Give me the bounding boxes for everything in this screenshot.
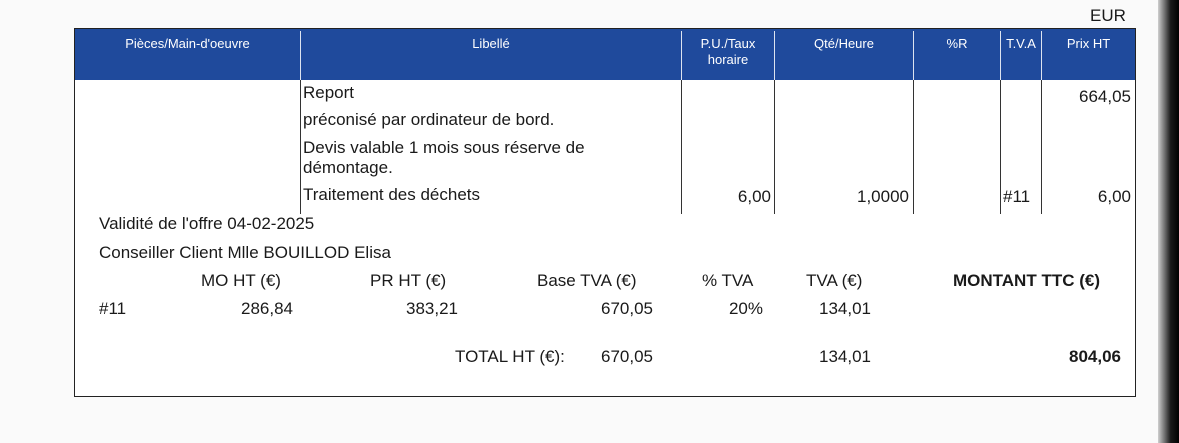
summary-header-pr: PR HT (€) xyxy=(370,271,447,290)
summary-base: 670,05 xyxy=(601,299,653,318)
page-edge xyxy=(1158,0,1179,443)
total-tva-value: 134,01 xyxy=(819,347,871,366)
total-ht-label: TOTAL HT (€): xyxy=(455,347,565,366)
table-header xyxy=(75,29,1135,80)
advisor: Conseiller Client Mlle BOUILLOD Elisa xyxy=(99,243,391,262)
col-header-qte: Qté/Heure xyxy=(814,36,874,51)
summary-header-tva: TVA (€) xyxy=(806,271,863,290)
line-dechets: Traitement des déchets xyxy=(303,185,481,204)
col-header-tva: T.V.A xyxy=(1006,36,1036,51)
header-divider xyxy=(1041,31,1042,80)
total-ttc-value: 804,06 xyxy=(1069,347,1121,366)
summary-pr: 383,21 xyxy=(406,299,458,318)
summary-header-mo: MO HT (€) xyxy=(201,271,281,290)
header-divider xyxy=(300,31,301,80)
col-header-remise: %R xyxy=(946,36,968,51)
summary-header-base: Base TVA (€) xyxy=(537,271,637,290)
line-devis-cont: démontage. xyxy=(303,158,393,177)
header-divider xyxy=(774,31,775,80)
column-divider xyxy=(913,80,914,214)
summary-pct: 20% xyxy=(728,299,763,318)
line-report: Report xyxy=(303,83,355,102)
dechets-tva-code: #11 xyxy=(1003,187,1031,206)
currency-label: EUR xyxy=(1090,6,1126,25)
header-divider xyxy=(681,31,682,80)
summary-tva: 134,01 xyxy=(819,299,871,318)
header-divider xyxy=(913,31,914,80)
header-divider xyxy=(1000,31,1001,80)
dechets-price: 6,00 xyxy=(1097,187,1131,206)
col-header-pu: P.U./Taux horaire xyxy=(700,36,756,67)
summary-header-pct: % TVA xyxy=(702,271,754,290)
column-divider xyxy=(300,80,301,214)
line-devis: Devis valable 1 mois sous réserve de xyxy=(303,138,585,157)
total-ht-value: 670,05 xyxy=(601,347,653,366)
line-preconise: préconisé par ordinateur de bord. xyxy=(303,110,555,129)
dechets-unit-price: 6,00 xyxy=(737,187,771,206)
report-price: 664,05 xyxy=(1079,87,1131,106)
col-header-pieces: Pièces/Main-d'oeuvre xyxy=(125,36,250,51)
invoice-table xyxy=(74,28,1136,397)
summary-header-ttc: MONTANT TTC (€) xyxy=(953,271,1100,290)
summary-mo: 286,84 xyxy=(241,299,293,318)
summary-tva-code: #11 xyxy=(99,299,127,318)
column-divider xyxy=(1000,80,1001,214)
col-header-libelle: Libellé xyxy=(472,36,510,51)
offer-validity: Validité de l'offre 04-02-2025 xyxy=(99,214,315,233)
dechets-quantity: 1,0000 xyxy=(857,187,909,206)
col-header-prix: Prix HT xyxy=(1066,36,1111,51)
